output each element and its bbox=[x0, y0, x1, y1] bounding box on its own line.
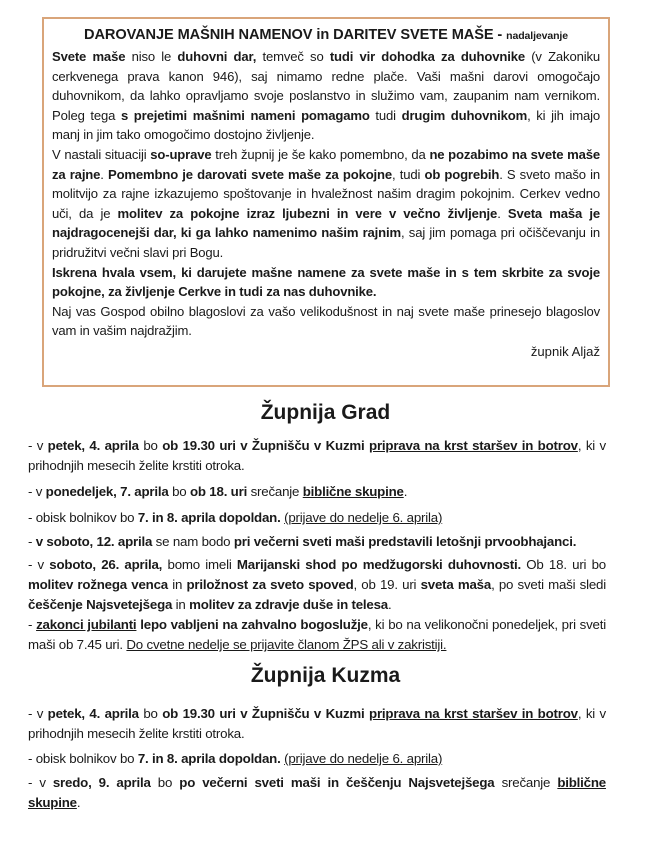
notice-paragraph bbox=[52, 145, 600, 263]
underlined-text: zakonci jubilanti bbox=[36, 617, 137, 632]
bold-text: Marijanski shod po medžugorski duhovnosti. bbox=[236, 557, 521, 572]
text-run: . bbox=[100, 166, 108, 182]
text-run: - v bbox=[28, 484, 46, 499]
text-run: treh župnij je še kako pomembno, da bbox=[211, 146, 430, 162]
signature: župnik Aljaž bbox=[530, 343, 600, 359]
bold-text: priložnost za sveto spoved bbox=[186, 577, 354, 592]
text-run: - v bbox=[28, 775, 53, 790]
bold-text: ob pogrebih bbox=[424, 166, 500, 182]
underlined-text: biblične skupine bbox=[28, 775, 606, 810]
text-run: bo bbox=[138, 438, 163, 453]
announcement-item bbox=[28, 555, 606, 615]
bold-text: sveta maša bbox=[420, 577, 492, 592]
text-run: , ki v prihodnjih mesecih želite krstiti otroka. bbox=[28, 438, 606, 473]
text-run: Naj vas Gospod obilno blagoslovi za vašo velikodušnost in naj svete maše prinesejo blagoslov vam in vašim najdražjim. bbox=[52, 303, 600, 339]
announcement-item bbox=[28, 508, 606, 528]
announcement-item bbox=[28, 704, 606, 744]
text-run: srečanje bbox=[494, 775, 558, 790]
text-run: - bbox=[28, 534, 36, 549]
text-run: , ob 19. uri bbox=[353, 577, 421, 592]
bold-text: so-uprave bbox=[150, 146, 212, 162]
underlined-text: biblične skupine bbox=[302, 484, 404, 499]
bold-text: Iskrena hvala vsem, ki darujete mašne namene za svete maše in s tem skrbite za svoje pokojne, za življenje Cerkve in tudi za nas duhovnike. bbox=[52, 264, 600, 300]
bold-text: duhovni dar, bbox=[177, 49, 257, 64]
text-run: , ki bo na velikonočni ponedeljek, pri sveti maši ob 7.45 uri. bbox=[28, 617, 607, 652]
notice-paragraph bbox=[52, 302, 600, 341]
underlined-text: priprava na krst staršev in botrov bbox=[369, 706, 578, 721]
bold-text: sredo, 9. aprila bbox=[52, 775, 151, 790]
text-run: . bbox=[403, 484, 408, 499]
text-run: , saj jim pomaga pri očiščevanju in pridružitvi večni slavi pri Bogu. bbox=[52, 225, 601, 260]
announcement-item bbox=[28, 482, 606, 502]
bold-text: ponedeljek, 7. aprila bbox=[45, 484, 169, 499]
bold-text: ne pozabimo na svete maše za rajne bbox=[52, 146, 600, 182]
text-run: - obisk bolnikov bo bbox=[28, 751, 138, 766]
text-run: - v bbox=[28, 557, 50, 572]
bold-text: lepo vabljeni na zahvalno bogoslužje bbox=[140, 617, 368, 632]
bold-text: molitev rožnega venca bbox=[28, 577, 168, 592]
text-run: , ki v prihodnjih mesecih želite krstiti otroka. bbox=[28, 706, 606, 741]
text-run: tudi bbox=[369, 107, 402, 123]
text-run: in bbox=[167, 577, 187, 592]
bold-text: 7. in 8. aprila dopoldan. bbox=[137, 751, 281, 766]
text-run: bo bbox=[150, 775, 180, 790]
text-run: - obisk bolnikov bo bbox=[28, 510, 138, 525]
text-run: - v bbox=[28, 438, 48, 453]
announcement-item bbox=[28, 773, 606, 813]
announcement-item bbox=[28, 615, 606, 655]
bold-text: pri večerni sveti maši predstavili letošnji prvoobhajanci. bbox=[233, 534, 577, 549]
announcement-item bbox=[28, 749, 606, 769]
notice-title bbox=[52, 27, 600, 43]
text-run: temveč so bbox=[256, 49, 330, 64]
bold-text: soboto, 26. aprila, bbox=[49, 557, 163, 572]
text-run: (v Zakoniku cerkvenega prava kanon 946), saj nimamo redne plače. Vaši mašni darovi omogočajo duhovnikom, da lahko opravljamo svoje poslanstvo in služimo vam, zaupanim nam vernikom. Poleg tega bbox=[52, 49, 601, 123]
announcement-item bbox=[28, 436, 606, 476]
bold-text: petek, 4. aprila bbox=[47, 706, 139, 721]
underlined-text: (prijave do nedelje 6. aprila) bbox=[284, 751, 443, 766]
notice-title-main: DAROVANJE MAŠNIH NAMENOV in DARITEV SVETE MAŠE - bbox=[84, 27, 503, 43]
text-run: , po sveti maši sledi bbox=[491, 577, 606, 592]
text-run: srečanje bbox=[247, 484, 303, 499]
section-title-kuzma: Župnija Kuzma bbox=[250, 664, 401, 687]
text-run: . S sveto mašo in molitvijo za rajne izkazujemo spoštovanje in hvaležnost našim dragim pokojnim. Cerkev vedno uči, da je bbox=[52, 166, 600, 221]
bold-text: češčenje Najsvetejšega bbox=[28, 597, 173, 612]
text-run: bo bbox=[138, 706, 163, 721]
bold-text: po večerni sveti maši in češčenju Najsvetejšega bbox=[179, 775, 495, 790]
text-run: niso le bbox=[125, 49, 178, 64]
notice-title-suffix: nadaljevanje bbox=[506, 30, 568, 42]
bold-text: drugim duhovnikom bbox=[401, 107, 528, 123]
text-run: , tudi bbox=[392, 166, 425, 182]
bold-text: Svete maše bbox=[52, 49, 126, 64]
section-title-grad: Župnija Grad bbox=[260, 401, 391, 424]
bold-text: 7. in 8. aprila dopoldan. bbox=[137, 510, 281, 525]
bold-text: Sveta maša je najdragocenejši dar, ki ga lahko namenimo našim rajnim bbox=[52, 205, 600, 241]
text-run: se nam bodo bbox=[152, 534, 234, 549]
text-run: - bbox=[28, 617, 37, 632]
text-run: , ki jih imajo manj in jim tako omogočimo dostojno življenje. bbox=[52, 107, 600, 143]
bold-text: ob 18. uri bbox=[189, 484, 248, 499]
text-run: . bbox=[497, 205, 508, 221]
text-run: . bbox=[388, 597, 392, 612]
bold-text: Pomembno je darovati svete maše za pokojne bbox=[108, 166, 393, 182]
text-run: bomo imeli bbox=[162, 557, 237, 572]
notice-paragraph bbox=[52, 47, 600, 145]
bold-text: s prejetimi mašnimi nameni pomagamo bbox=[120, 107, 370, 123]
underlined-text: priprava na krst staršev in botrov bbox=[369, 438, 578, 453]
announcement-item bbox=[28, 532, 606, 552]
bold-text: ob 19.30 uri v Župnišču v Kuzmi bbox=[162, 706, 365, 721]
underlined-text: (prijave do nedelje 6. aprila) bbox=[284, 510, 443, 525]
bold-text: tudi vir dohodka za duhovnike bbox=[329, 49, 525, 64]
text-run: in bbox=[172, 597, 190, 612]
bold-text: petek, 4. aprila bbox=[47, 438, 139, 453]
text-run: - v bbox=[28, 706, 48, 721]
bold-text: molitev za zdravje duše in telesa bbox=[189, 597, 388, 612]
text-run: V nastali situaciji bbox=[52, 146, 151, 162]
text-run: . bbox=[76, 795, 81, 810]
underlined-text: Do cvetne nedelje se prijavite članom ŽPS ali v zakristiji. bbox=[126, 637, 447, 652]
text-run: Ob 18. uri bo bbox=[520, 557, 606, 572]
notice-paragraph bbox=[52, 263, 600, 302]
bold-text: molitev za pokojne izraz ljubezni in vere v večno življenje bbox=[117, 205, 498, 221]
bold-text: ob 19.30 uri v Župnišču v Kuzmi bbox=[162, 438, 365, 453]
notice-box bbox=[42, 17, 610, 387]
bold-text: v soboto, 12. aprila bbox=[35, 534, 153, 549]
text-run: bo bbox=[168, 484, 190, 499]
